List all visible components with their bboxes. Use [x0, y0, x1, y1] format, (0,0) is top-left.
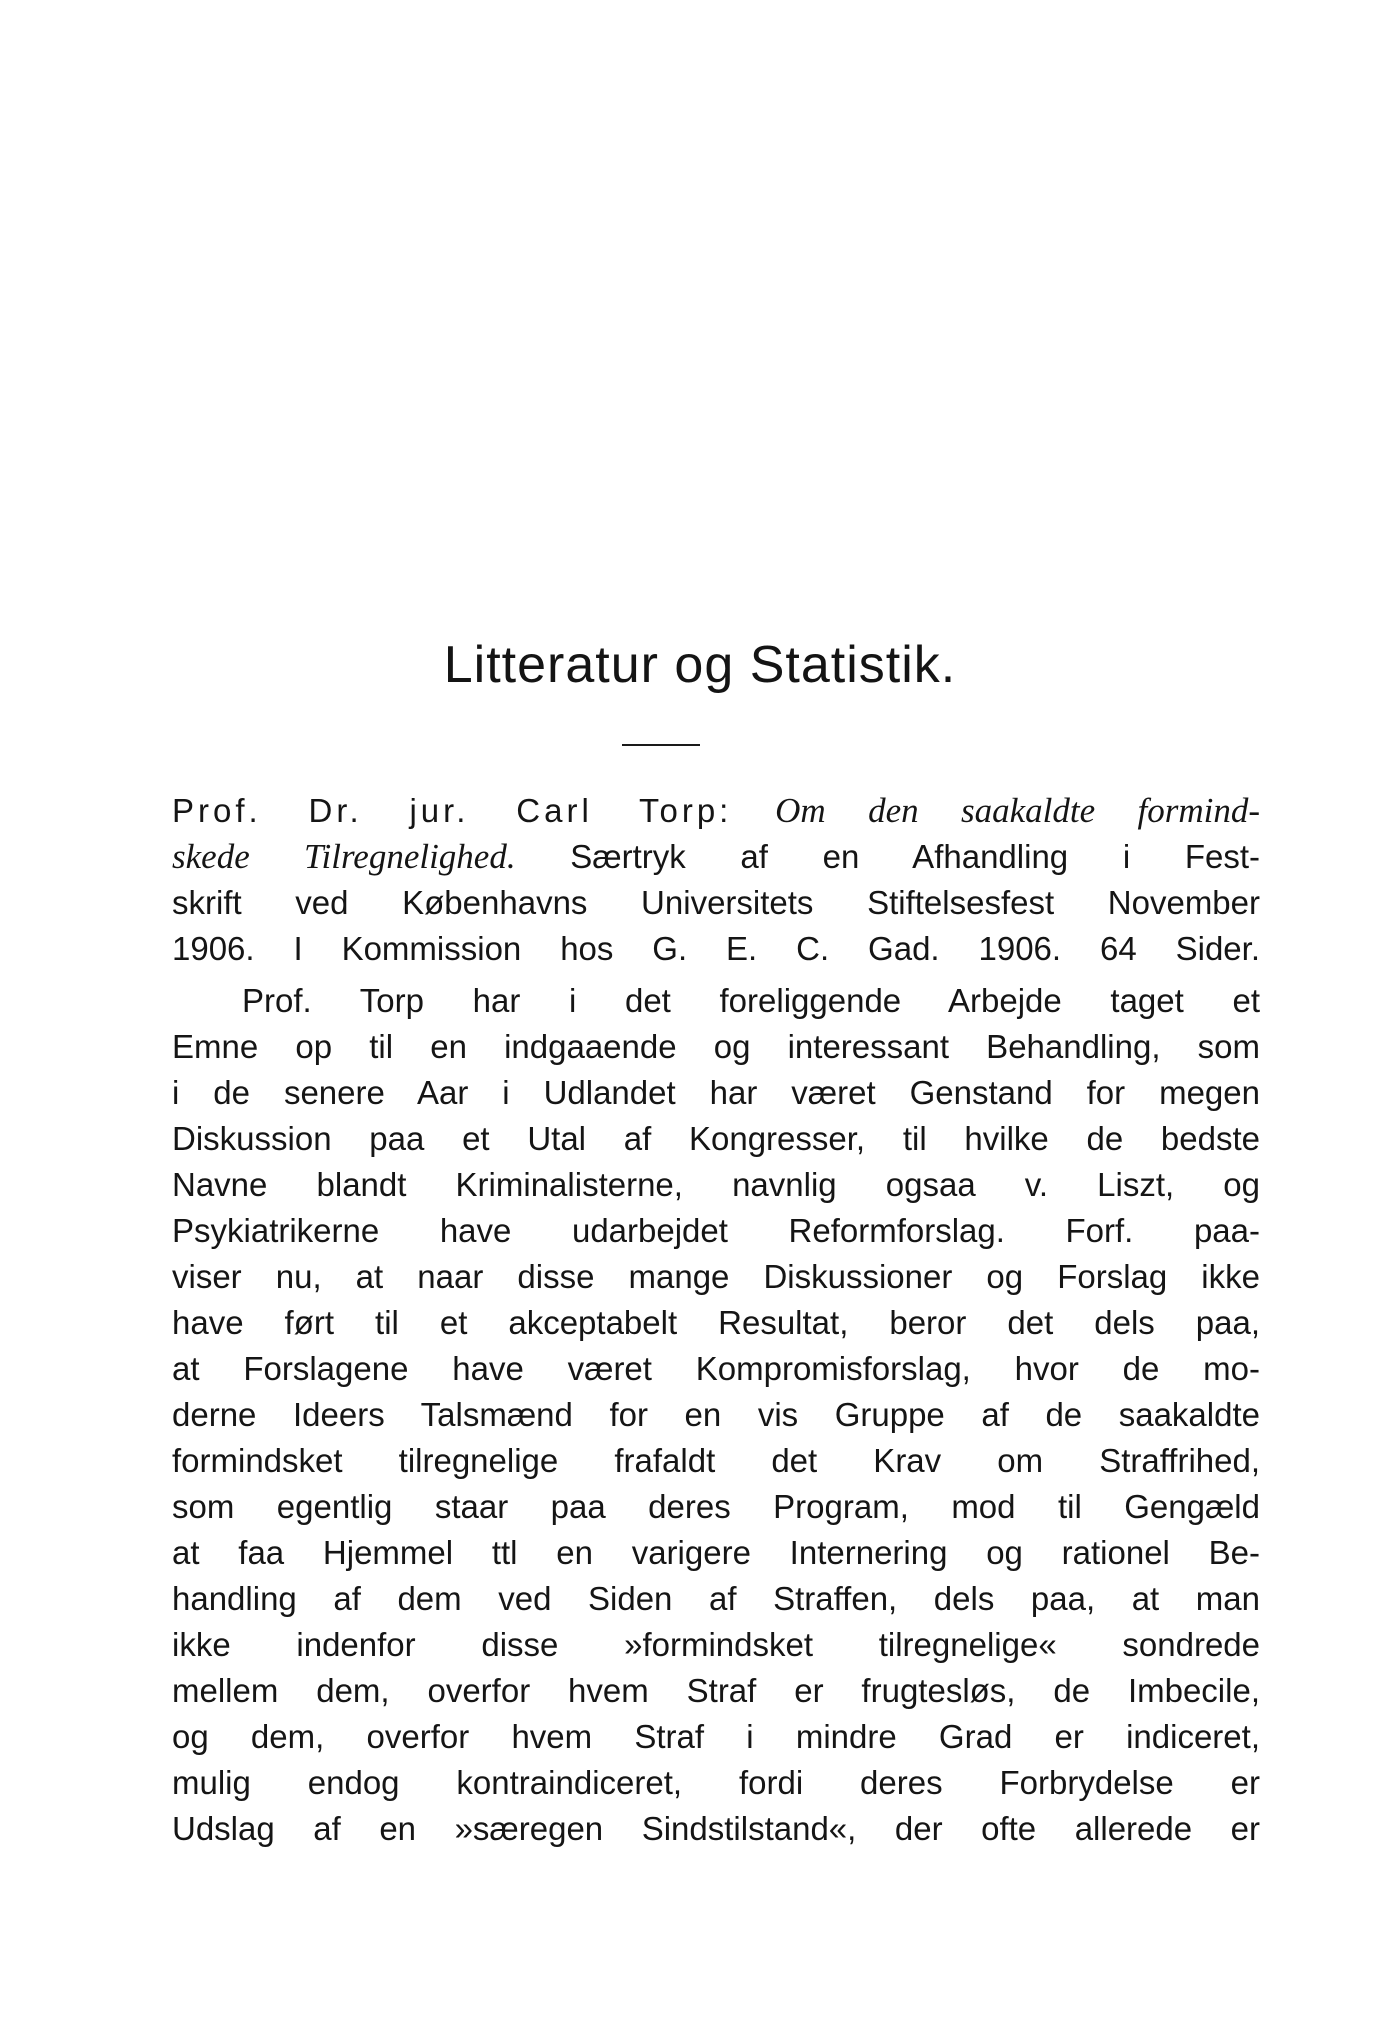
citation-title-part2: skede Tilregnelighed. — [172, 837, 516, 876]
text-line: derne Ideers Talsmænd for en vis Gruppe af de saakaldte — [172, 1396, 1260, 1433]
text-line: handling af dem ved Siden af Straffen, dels paa, at man — [172, 1580, 1260, 1617]
text-line: have ført til et akceptabelt Resultat, beror det dels paa, — [172, 1304, 1260, 1341]
body-paragraph — [172, 978, 1260, 1852]
citation-line: 1906. I Kommission hos G. E. C. Gad. 1906. 64 Sider. — [172, 930, 1260, 967]
citation-line — [172, 788, 1260, 834]
text-line: mellem dem, overfor hvem Straf er frugtesløs, de Imbecile, — [172, 1672, 1260, 1709]
citation-title-part1: Om den saakaldte formind- — [775, 791, 1260, 830]
text-line: og dem, overfor hvem Straf i mindre Grad er indiceret, — [172, 1718, 1260, 1755]
bibliographic-citation — [172, 788, 1260, 972]
citation-line — [172, 834, 1260, 880]
text-line: viser nu, at naar disse mange Diskussioner og Forslag ikke — [172, 1258, 1260, 1295]
page-title: Litteratur og Statistik. — [443, 636, 957, 694]
citation-line-text: Særtryk af en Afhandling i Fest- — [570, 838, 1260, 875]
citation-author: Prof. Dr. jur. Carl Torp: — [172, 792, 733, 829]
text-line: Navne blandt Kriminalisterne, navnlig ogsaa v. Liszt, og — [172, 1166, 1260, 1203]
text-line: i de senere Aar i Udlandet har været Genstand for megen — [172, 1074, 1260, 1111]
text-line: som egentlig staar paa deres Program, mod til Gengæld — [172, 1488, 1260, 1525]
text-line: mulig endog kontraindiceret, fordi deres Forbrydelse er — [172, 1764, 1260, 1801]
text-line: Udslag af en »særegen Sindstilstand«, der ofte allerede er — [172, 1810, 1260, 1847]
text-line: ikke indenfor disse »formindsket tilregnelige« sondrede — [172, 1626, 1260, 1663]
text-line: at faa Hjemmel ttl en varigere Internering og rationel Be- — [172, 1534, 1260, 1571]
text-line: Diskussion paa et Utal af Kongresser, til hvilke de bedste — [172, 1120, 1260, 1157]
citation-line: skrift ved Københavns Universitets Stiftelsesfest November — [172, 884, 1260, 921]
title-divider — [622, 744, 700, 746]
text-line: Emne op til en indgaaende og interessant Behandling, som — [172, 1028, 1260, 1065]
text-line: Psykiatrikerne have udarbejdet Reformforslag. Forf. paa- — [172, 1212, 1260, 1249]
text-line: at Forslagene have været Kompromisforslag, hvor de mo- — [172, 1350, 1260, 1387]
text-line: formindsket tilregnelige frafaldt det Krav om Straffrihed, — [172, 1442, 1260, 1479]
text-line: Prof. Torp har i det foreliggende Arbejde taget et — [242, 982, 1260, 1019]
